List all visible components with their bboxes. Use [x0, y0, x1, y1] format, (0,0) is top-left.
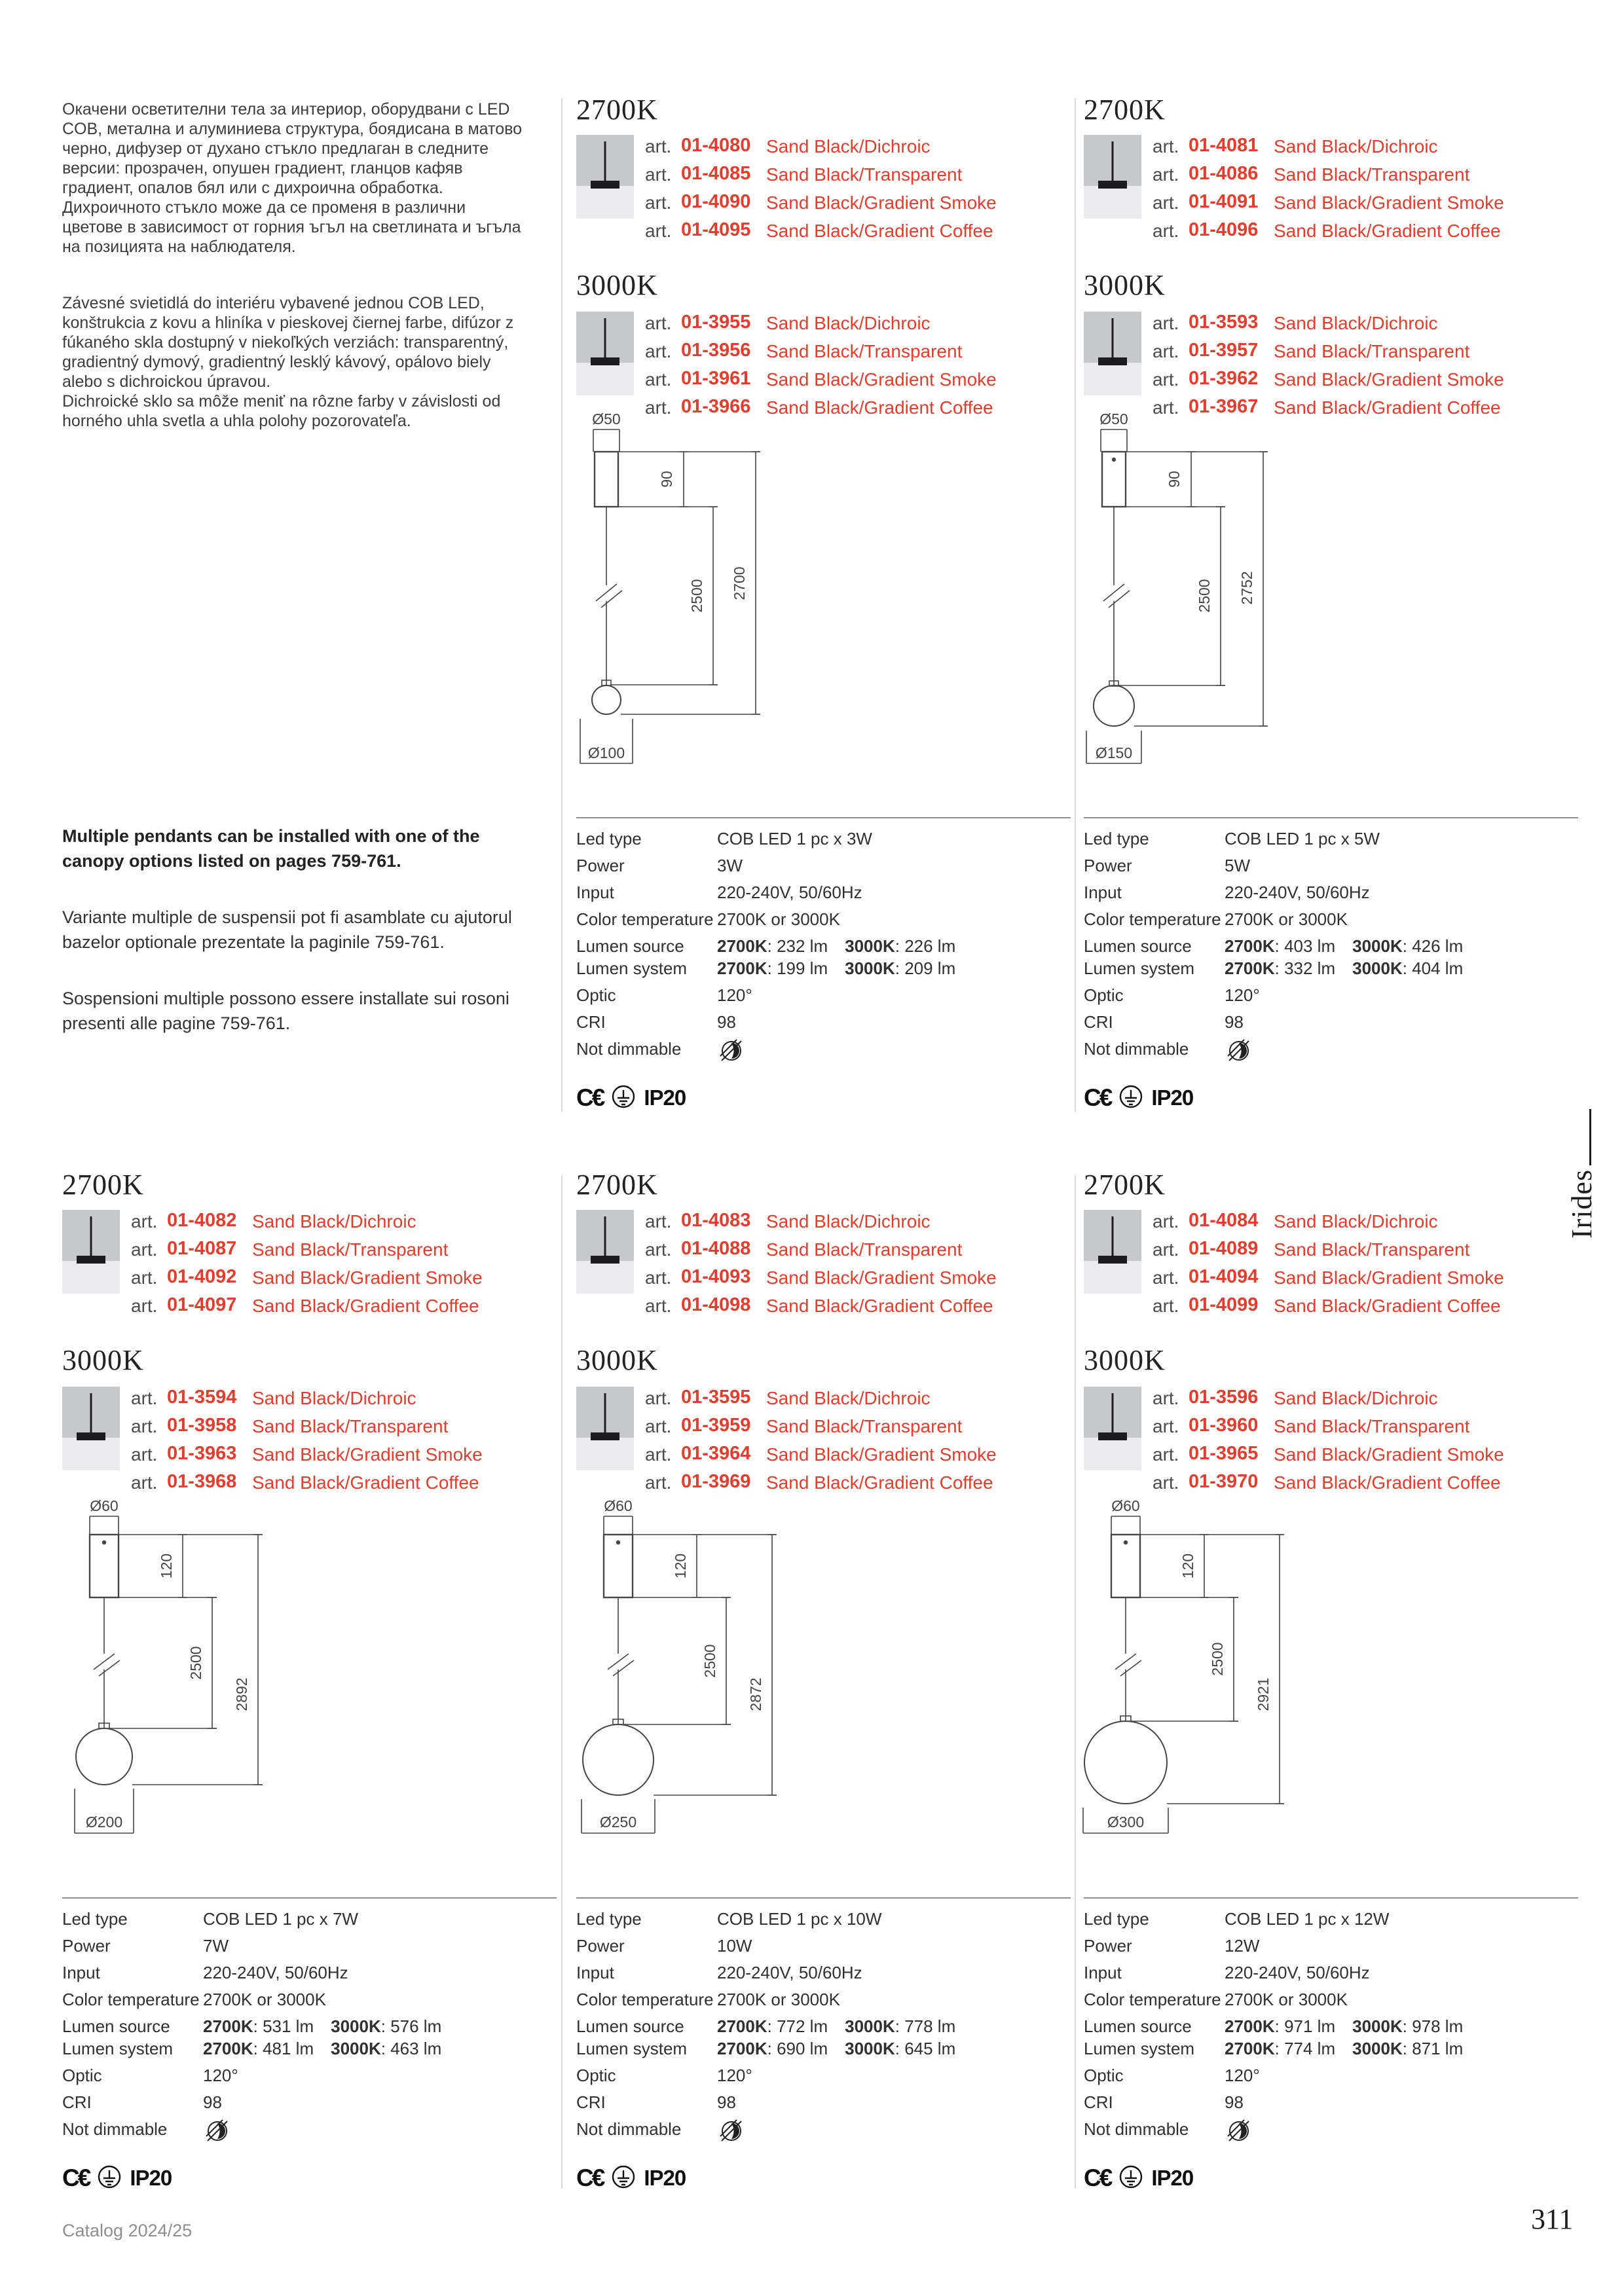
- article-number: 01-4088: [681, 1238, 751, 1259]
- pendant-thumbnail-icon: [1084, 1210, 1141, 1294]
- spec-table: [1084, 817, 1578, 1115]
- article-number: 01-3962: [1189, 368, 1259, 389]
- pendant-thumbnail-icon: [62, 1387, 120, 1470]
- article-number: 01-3955: [681, 312, 751, 333]
- dim-total-height: 2892: [233, 1677, 250, 1711]
- dim-canopy-diameter: Ø60: [1111, 1498, 1140, 1514]
- article-number: 01-4092: [167, 1266, 237, 1287]
- finish-name: Sand Black/Transparent: [1274, 1416, 1470, 1436]
- spec-row-cri: CRI 98: [1084, 1012, 1244, 1032]
- spec-row-not-dimmable: Not dimmable: [62, 2119, 557, 2156]
- variant-row: art. 01-3966 Sand Black/Gradient Coffee: [645, 396, 993, 418]
- spec-row-lumen-system: Lumen system 2700K: 332 lm 3000K: 404 lm: [1084, 958, 1464, 978]
- variant-row: art. 01-4095 Sand Black/Gradient Coffee: [645, 219, 993, 241]
- not-dimmable-icon: [717, 2117, 746, 2150]
- dim-canopy-height: 120: [1179, 1553, 1196, 1579]
- article-number: 01-4091: [1189, 191, 1259, 212]
- article-number: 01-4099: [1189, 1294, 1259, 1315]
- note-romanian: Variante multiple de suspensii pot fi asamblate cu ajutorul bazelor optionale prezentate la paginile 759-761.: [62, 907, 512, 952]
- spec-row-power: Power 10W: [576, 1936, 752, 1956]
- variant-row: art. 01-3957 Sand Black/Transparent: [1153, 340, 1470, 361]
- article-number: 01-4080: [681, 135, 751, 156]
- variant-list-2700k: [576, 1206, 1071, 1343]
- spec-row-not-dimmable: Not dimmable: [1084, 1039, 1578, 1076]
- article-number: 01-3969: [681, 1471, 751, 1492]
- article-number: 01-3970: [1189, 1471, 1259, 1492]
- temp-heading-3000k: 3000K: [576, 1344, 658, 1376]
- spec-row-optic: Optic 120°: [576, 2066, 752, 2085]
- variant-list-2700k: [576, 131, 1071, 268]
- dim-total-height: 2921: [1255, 1677, 1272, 1711]
- variant-row: art. 01-4087 Sand Black/Transparent: [131, 1238, 449, 1260]
- article-number: 01-3958: [167, 1415, 237, 1436]
- pendant-thumbnail-icon: [576, 1210, 634, 1294]
- finish-name: Sand Black/Dichroic: [252, 1211, 416, 1231]
- article-number: 01-3956: [681, 340, 751, 361]
- spec-row-lumen-source: Lumen source 2700K: 772 lm 3000K: 778 lm: [576, 2016, 956, 2036]
- variant-row: art. 01-4086 Sand Black/Transparent: [1153, 163, 1470, 185]
- finish-name: Sand Black/Dichroic: [1274, 1388, 1438, 1408]
- ip-rating: IP20: [130, 2166, 172, 2190]
- column-divider: [561, 1175, 563, 2189]
- pendant-thumbnail-icon: [576, 1387, 634, 1470]
- variant-row: art. 01-4084 Sand Black/Dichroic: [1153, 1210, 1438, 1231]
- certification-row: [62, 2161, 557, 2195]
- finish-name: Sand Black/Gradient Smoke: [1274, 1267, 1504, 1288]
- dim-canopy-height: 90: [1166, 471, 1183, 488]
- dim-canopy-diameter: Ø50: [1099, 410, 1128, 428]
- certification-row: [576, 1081, 1071, 1115]
- article-number: 01-4086: [1189, 163, 1259, 184]
- pendant-thumbnail: [1084, 1210, 1141, 1294]
- spec-row-optic: Optic 120°: [1084, 985, 1260, 1005]
- spec-divider: [1084, 817, 1578, 818]
- variant-rows: [1153, 131, 1578, 244]
- pendant-thumbnail-icon: [62, 1210, 120, 1294]
- dim-globe-diameter: Ø150: [1095, 744, 1133, 761]
- article-number: 01-4095: [681, 219, 751, 240]
- ip-rating: IP20: [644, 1085, 686, 1110]
- pendant-thumbnail: [62, 1210, 120, 1294]
- spec-table: [576, 1897, 1071, 2195]
- finish-name: Sand Black/Gradient Coffee: [766, 1296, 993, 1316]
- variant-rows: [131, 1383, 557, 1495]
- dimension-drawing: [572, 1498, 887, 1838]
- temp-heading-2700k: 2700K: [576, 1169, 658, 1201]
- article-number: 01-3593: [1189, 312, 1259, 333]
- pendant-thumbnail-icon: [1084, 135, 1141, 219]
- article-number: 01-3963: [167, 1443, 237, 1464]
- article-number: 01-4097: [167, 1294, 237, 1315]
- finish-name: Sand Black/Gradient Coffee: [766, 221, 993, 241]
- variant-row: art. 01-3962 Sand Black/Gradient Smoke: [1153, 368, 1504, 390]
- family-name-rule: [1589, 1109, 1591, 1165]
- temp-heading-3000k: 3000K: [62, 1344, 144, 1376]
- article-number: 01-4087: [167, 1238, 237, 1259]
- spec-row-optic: Optic 120°: [576, 985, 752, 1005]
- article-number: 01-3967: [1189, 396, 1259, 417]
- earth-class-icon: [611, 2164, 636, 2193]
- finish-name: Sand Black/Dichroic: [766, 136, 931, 156]
- not-dimmable-icon: [203, 2117, 232, 2150]
- variant-row: art. 01-3960 Sand Black/Transparent: [1153, 1415, 1470, 1436]
- variant-row: art. 01-3969 Sand Black/Gradient Coffee: [645, 1471, 993, 1493]
- spec-row-cri: CRI 98: [1084, 2092, 1244, 2112]
- dim-canopy-height: 90: [658, 471, 675, 488]
- spec-row-input: Input 220-240V, 50/60Hz: [1084, 883, 1370, 902]
- variant-row: art. 01-4093 Sand Black/Gradient Smoke: [645, 1266, 997, 1288]
- spec-row-lumen-system: Lumen system 2700K: 481 lm 3000K: 463 lm: [62, 2039, 442, 2058]
- dim-cable-length: 2500: [187, 1646, 204, 1680]
- family-name: Irides: [1566, 1169, 1598, 1239]
- finish-name: Sand Black/Gradient Smoke: [766, 1267, 997, 1288]
- finish-name: Sand Black/Gradient Coffee: [252, 1472, 479, 1493]
- spec-row-power: Power 7W: [62, 1936, 229, 1956]
- variant-row: art. 01-3958 Sand Black/Transparent: [131, 1415, 449, 1436]
- pendant-thumbnail: [576, 1210, 634, 1294]
- variant-row: art. 01-3961 Sand Black/Gradient Smoke: [645, 368, 997, 390]
- spec-row-lumen-source: Lumen source 2700K: 232 lm 3000K: 226 lm: [576, 936, 956, 956]
- certification-row: [576, 2161, 1071, 2195]
- finish-name: Sand Black/Dichroic: [766, 1388, 931, 1408]
- spec-row-led-type: Led type COB LED 1 pc x 10W: [576, 1909, 882, 1929]
- article-number: 01-4096: [1189, 219, 1259, 240]
- article-number: 01-4089: [1189, 1238, 1259, 1259]
- intro-text-slovak-2: Dichroické sklo sa môže meniť na rôzne farby v závislosti od horného uhla svetla a uhla polohy pozorovateľa.: [62, 392, 501, 430]
- spec-row-cri: CRI 98: [576, 1012, 736, 1032]
- finish-name: Sand Black/Transparent: [252, 1416, 449, 1436]
- article-number: 01-3965: [1189, 1443, 1259, 1464]
- column-divider: [1075, 98, 1076, 1112]
- variant-rows: [645, 1383, 1071, 1495]
- variant-row: art. 01-4080 Sand Black/Dichroic: [645, 135, 931, 156]
- variant-row: art. 01-3965 Sand Black/Gradient Smoke: [1153, 1443, 1504, 1465]
- variant-rows: [131, 1206, 557, 1319]
- note-english: Multiple pendants can be installed with one of the canopy options listed on pages 759-761.: [62, 826, 480, 871]
- intro-text-slovak: [62, 293, 524, 431]
- column-divider: [561, 98, 563, 1112]
- pendant-thumbnail: [576, 312, 634, 395]
- article-number: 01-3957: [1189, 340, 1259, 361]
- variant-list-2700k: [62, 1206, 557, 1343]
- article-number: 01-4094: [1189, 1266, 1259, 1287]
- dim-canopy-diameter: Ø60: [604, 1498, 633, 1514]
- article-number: 01-4085: [681, 163, 751, 184]
- variant-row: art. 01-4088 Sand Black/Transparent: [645, 1238, 963, 1260]
- variant-rows: [1153, 308, 1578, 420]
- temp-heading-3000k: 3000K: [1084, 1344, 1166, 1376]
- spec-row-lumen-system: Lumen system 2700K: 199 lm 3000K: 209 lm: [576, 958, 956, 978]
- finish-name: Sand Black/Transparent: [252, 1239, 449, 1260]
- finish-name: Sand Black/Gradient Smoke: [766, 192, 997, 213]
- certification-row: [1084, 2161, 1578, 2195]
- variant-row: art. 01-4082 Sand Black/Dichroic: [131, 1210, 416, 1231]
- pendant-thumbnail: [1084, 1387, 1141, 1470]
- spec-row-color-temp: Color temperature 2700K or 3000K: [1084, 1990, 1348, 2009]
- temp-heading-3000k: 3000K: [1084, 269, 1166, 301]
- dim-globe-diameter: Ø200: [85, 1813, 123, 1831]
- product-card-12w: [1084, 1169, 1578, 2191]
- finish-name: Sand Black/Dichroic: [252, 1388, 416, 1408]
- variant-row: art. 01-3956 Sand Black/Transparent: [645, 340, 963, 361]
- variant-list-2700k: [1084, 131, 1578, 268]
- not-dimmable-icon: [1225, 1036, 1253, 1070]
- spec-row-led-type: Led type COB LED 1 pc x 7W: [62, 1909, 358, 1929]
- finish-name: Sand Black/Dichroic: [1274, 1211, 1438, 1231]
- finish-name: Sand Black/Gradient Smoke: [766, 1444, 997, 1465]
- ip-rating: IP20: [1151, 1085, 1194, 1110]
- temp-heading-2700k: 2700K: [576, 94, 658, 126]
- ce-mark-icon: C€: [1084, 2164, 1111, 2191]
- variant-row: art. 01-3955 Sand Black/Dichroic: [645, 312, 931, 333]
- spec-row-not-dimmable: Not dimmable: [1084, 2119, 1578, 2156]
- dim-cable-length: 2500: [1209, 1642, 1226, 1676]
- temp-heading-2700k: 2700K: [62, 1169, 144, 1201]
- spec-table: [62, 1897, 557, 2195]
- spec-table: [576, 817, 1071, 1115]
- ip-rating: IP20: [644, 2166, 686, 2190]
- dimension-drawing: [572, 410, 887, 776]
- not-dimmable-icon: [1225, 2117, 1253, 2150]
- finish-name: Sand Black/Gradient Smoke: [766, 369, 997, 390]
- spec-divider: [576, 1897, 1071, 1899]
- finish-name: Sand Black/Transparent: [1274, 1239, 1470, 1260]
- variant-row: art. 01-3967 Sand Black/Gradient Coffee: [1153, 396, 1501, 418]
- earth-class-icon: [1118, 1084, 1143, 1112]
- variant-row: art. 01-3596 Sand Black/Dichroic: [1153, 1387, 1438, 1408]
- spec-row-lumen-system: Lumen system 2700K: 774 lm 3000K: 871 lm: [1084, 2039, 1464, 2058]
- spec-row-color-temp: Color temperature 2700K or 3000K: [576, 909, 840, 929]
- article-number: 01-4098: [681, 1294, 751, 1315]
- article-number: 01-4090: [681, 191, 751, 212]
- spec-row-input: Input 220-240V, 50/60Hz: [62, 1963, 348, 1982]
- variant-rows: [1153, 1383, 1578, 1495]
- ce-mark-icon: C€: [576, 2164, 604, 2191]
- family-name-vertical: [1565, 1082, 1604, 1239]
- spec-row-cri: CRI 98: [576, 2092, 736, 2112]
- spec-table: [1084, 1897, 1578, 2195]
- page-number: 311: [1531, 2203, 1574, 2235]
- spec-row-color-temp: Color temperature 2700K or 3000K: [62, 1990, 326, 2009]
- dim-canopy-height: 120: [672, 1553, 689, 1579]
- spec-row-led-type: Led type COB LED 1 pc x 3W: [576, 829, 872, 848]
- finish-name: Sand Black/Dichroic: [1274, 313, 1438, 333]
- variant-row: art. 01-4096 Sand Black/Gradient Coffee: [1153, 219, 1501, 241]
- variant-row: art. 01-4098 Sand Black/Gradient Coffee: [645, 1294, 993, 1316]
- finish-name: Sand Black/Gradient Coffee: [1274, 1472, 1501, 1493]
- spec-row-power: Power 12W: [1084, 1936, 1260, 1956]
- variant-row: art. 01-3968 Sand Black/Gradient Coffee: [131, 1471, 479, 1493]
- finish-name: Sand Black/Transparent: [766, 1416, 963, 1436]
- finish-name: Sand Black/Gradient Coffee: [766, 1472, 993, 1493]
- dim-cable-length: 2500: [688, 579, 705, 613]
- finish-name: Sand Black/Dichroic: [766, 1211, 931, 1231]
- finish-name: Sand Black/Transparent: [766, 164, 963, 185]
- article-number: 01-3596: [1189, 1387, 1259, 1408]
- dim-canopy-diameter: Ø50: [592, 410, 621, 428]
- pendant-thumbnail-icon: [576, 135, 634, 219]
- article-number: 01-4082: [167, 1210, 237, 1231]
- article-number: 01-4083: [681, 1210, 751, 1231]
- spec-divider: [576, 817, 1071, 818]
- ip-rating: IP20: [1151, 2166, 1194, 2190]
- note-italian: Sospensioni multiple possono essere installate sui rosoni presenti alle pagine 759-761.: [62, 989, 509, 1033]
- variant-row: art. 01-4085 Sand Black/Transparent: [645, 163, 963, 185]
- finish-name: Sand Black/Dichroic: [1274, 136, 1438, 156]
- product-card-5w: [1084, 94, 1578, 1115]
- variant-row: art. 01-4090 Sand Black/Gradient Smoke: [645, 191, 997, 213]
- variant-rows: [645, 131, 1071, 244]
- pendant-thumbnail: [1084, 312, 1141, 395]
- dimension-drawing: [58, 1498, 373, 1838]
- article-number: 01-3968: [167, 1471, 237, 1492]
- pendant-thumbnail-icon: [1084, 312, 1141, 395]
- variant-row: art. 01-4091 Sand Black/Gradient Smoke: [1153, 191, 1504, 213]
- variant-row: art. 01-4081 Sand Black/Dichroic: [1153, 135, 1438, 156]
- product-card-3w: [576, 94, 1071, 1115]
- variant-rows: [645, 308, 1071, 420]
- spec-row-led-type: Led type COB LED 1 pc x 5W: [1084, 829, 1380, 848]
- variant-row: art. 01-3593 Sand Black/Dichroic: [1153, 312, 1438, 333]
- spec-row-power: Power 5W: [1084, 856, 1250, 875]
- finish-name: Sand Black/Gradient Smoke: [1274, 192, 1504, 213]
- variant-row: art. 01-4092 Sand Black/Gradient Smoke: [131, 1266, 483, 1288]
- article-number: 01-3595: [681, 1387, 751, 1408]
- finish-name: Sand Black/Gradient Smoke: [252, 1444, 483, 1465]
- finish-name: Sand Black/Gradient Coffee: [1274, 1296, 1501, 1316]
- variant-rows: [1153, 1206, 1578, 1319]
- spec-row-not-dimmable: Not dimmable: [576, 1039, 1071, 1076]
- dimension-drawing: [1080, 1498, 1394, 1838]
- variant-row: art. 01-4094 Sand Black/Gradient Smoke: [1153, 1266, 1504, 1288]
- variant-row: art. 01-3594 Sand Black/Dichroic: [131, 1387, 416, 1408]
- ce-mark-icon: C€: [1084, 1084, 1111, 1111]
- article-number: 01-3594: [167, 1387, 237, 1408]
- earth-class-icon: [97, 2164, 122, 2193]
- spec-row-input: Input 220-240V, 50/60Hz: [576, 883, 862, 902]
- article-number: 01-4084: [1189, 1210, 1259, 1231]
- finish-name: Sand Black/Gradient Coffee: [252, 1296, 479, 1316]
- spec-row-not-dimmable: Not dimmable: [576, 2119, 1071, 2156]
- finish-name: Sand Black/Transparent: [1274, 164, 1470, 185]
- pendant-thumbnail: [62, 1387, 120, 1470]
- dim-globe-diameter: Ø100: [587, 744, 625, 761]
- variant-row: art. 01-3970 Sand Black/Gradient Coffee: [1153, 1471, 1501, 1493]
- temp-heading-2700k: 2700K: [1084, 94, 1166, 126]
- spec-row-lumen-source: Lumen source 2700K: 403 lm 3000K: 426 lm: [1084, 936, 1464, 956]
- ce-mark-icon: C€: [62, 2164, 90, 2191]
- finish-name: Sand Black/Gradient Coffee: [1274, 397, 1501, 418]
- article-number: 01-3964: [681, 1443, 751, 1464]
- dimension-drawing: [1080, 410, 1394, 776]
- pendant-thumbnail: [576, 1387, 634, 1470]
- dim-cable-length: 2500: [701, 1644, 718, 1678]
- spec-row-color-temp: Color temperature 2700K or 3000K: [576, 1990, 840, 2009]
- spec-row-power: Power 3W: [576, 856, 743, 875]
- article-number: 01-3961: [681, 368, 751, 389]
- finish-name: Sand Black/Transparent: [766, 341, 963, 361]
- ce-mark-icon: C€: [576, 1084, 604, 1111]
- earth-class-icon: [611, 1084, 636, 1112]
- finish-name: Sand Black/Gradient Smoke: [1274, 369, 1504, 390]
- dim-total-height: 2752: [1238, 571, 1255, 605]
- variant-row: art. 01-4099 Sand Black/Gradient Coffee: [1153, 1294, 1501, 1316]
- spec-row-cri: CRI 98: [62, 2092, 222, 2112]
- variant-row: art. 01-3963 Sand Black/Gradient Smoke: [131, 1443, 483, 1465]
- column-divider: [1075, 1175, 1076, 2189]
- finish-name: Sand Black/Gradient Smoke: [252, 1267, 483, 1288]
- product-card-10w: [576, 1169, 1071, 2191]
- article-number: 01-4081: [1189, 135, 1259, 156]
- temp-heading-3000k: 3000K: [576, 269, 658, 301]
- variant-row: art. 01-3959 Sand Black/Transparent: [645, 1415, 963, 1436]
- spec-divider: [1084, 1897, 1578, 1899]
- pendant-thumbnail-icon: [576, 312, 634, 395]
- dim-total-height: 2872: [747, 1677, 764, 1711]
- pendant-thumbnail: [576, 135, 634, 219]
- variant-row: art. 01-3595 Sand Black/Dichroic: [645, 1387, 931, 1408]
- finish-name: Sand Black/Dichroic: [766, 313, 931, 333]
- dim-globe-diameter: Ø250: [599, 1813, 637, 1831]
- spec-row-lumen-system: Lumen system 2700K: 690 lm 3000K: 645 lm: [576, 2039, 956, 2058]
- spec-row-input: Input 220-240V, 50/60Hz: [1084, 1963, 1370, 1982]
- temp-heading-2700k: 2700K: [1084, 1169, 1166, 1201]
- variant-list-2700k: [1084, 1206, 1578, 1343]
- intro-text-bulgarian: Окачени осветителни тела за интериор, оборудвани с LED COB, метална и алуминиева структура, боядисана в матово черно, дифузер от духано стъкло предлаган в следните версии: прозрачен, опушен градиент, гланцов кафяв градиент, опалов бял или с дихроична обработка. Дихроичното стъкло може да се променя в различни цветове в зависимост от горния ъгъл на светлината и ъгъла на позицията на наблюдателя.: [62, 100, 523, 256]
- earth-class-icon: [1118, 2164, 1143, 2193]
- finish-name: Sand Black/Transparent: [766, 1239, 963, 1260]
- product-card-7w: [62, 1169, 557, 2191]
- dim-total-height: 2700: [731, 566, 748, 600]
- spec-row-lumen-source: Lumen source 2700K: 531 lm 3000K: 576 lm: [62, 2016, 442, 2036]
- finish-name: Sand Black/Gradient Coffee: [1274, 221, 1501, 241]
- finish-name: Sand Black/Gradient Coffee: [766, 397, 993, 418]
- spec-row-optic: Optic 120°: [1084, 2066, 1260, 2085]
- article-number: 01-3966: [681, 396, 751, 417]
- certification-row: [1084, 1081, 1578, 1115]
- spec-row-lumen-source: Lumen source 2700K: 971 lm 3000K: 978 lm: [1084, 2016, 1464, 2036]
- pendant-thumbnail: [1084, 135, 1141, 219]
- article-number: 01-3959: [681, 1415, 751, 1436]
- spec-row-optic: Optic 120°: [62, 2066, 238, 2085]
- spec-row-color-temp: Color temperature 2700K or 3000K: [1084, 909, 1348, 929]
- variant-row: art. 01-4097 Sand Black/Gradient Coffee: [131, 1294, 479, 1316]
- finish-name: Sand Black/Transparent: [1274, 341, 1470, 361]
- article-number: 01-4093: [681, 1266, 751, 1287]
- spec-row-input: Input 220-240V, 50/60Hz: [576, 1963, 862, 1982]
- variant-row: art. 01-4083 Sand Black/Dichroic: [645, 1210, 931, 1231]
- spec-divider: [62, 1897, 557, 1899]
- dim-canopy-diameter: Ø60: [90, 1498, 119, 1514]
- pendant-thumbnail-icon: [1084, 1387, 1141, 1470]
- article-number: 01-3960: [1189, 1415, 1259, 1436]
- variant-row: art. 01-3964 Sand Black/Gradient Smoke: [645, 1443, 997, 1465]
- dim-canopy-height: 120: [158, 1553, 175, 1579]
- not-dimmable-icon: [717, 1036, 746, 1070]
- dim-globe-diameter: Ø300: [1107, 1813, 1145, 1831]
- variant-row: art. 01-4089 Sand Black/Transparent: [1153, 1238, 1470, 1260]
- spec-row-led-type: Led type COB LED 1 pc x 12W: [1084, 1909, 1390, 1929]
- finish-name: Sand Black/Gradient Smoke: [1274, 1444, 1504, 1465]
- intro-text-slovak-1: Závesné svietidlá do interiéru vybavené jednou COB LED, konštrukcia z kovu a hliníka v pieskovej čiernej farbe, difúzor z fúkaného skla dostupný v niekoľkých verziách: transparentný, gradientný dymový, gradientný lesklý kávový, opálovo biely alebo s dichroickou úpravou.: [62, 294, 514, 391]
- dim-cable-length: 2500: [1196, 579, 1213, 613]
- catalog-edition: Catalog 2024/25: [62, 2221, 193, 2240]
- variant-rows: [645, 1206, 1071, 1319]
